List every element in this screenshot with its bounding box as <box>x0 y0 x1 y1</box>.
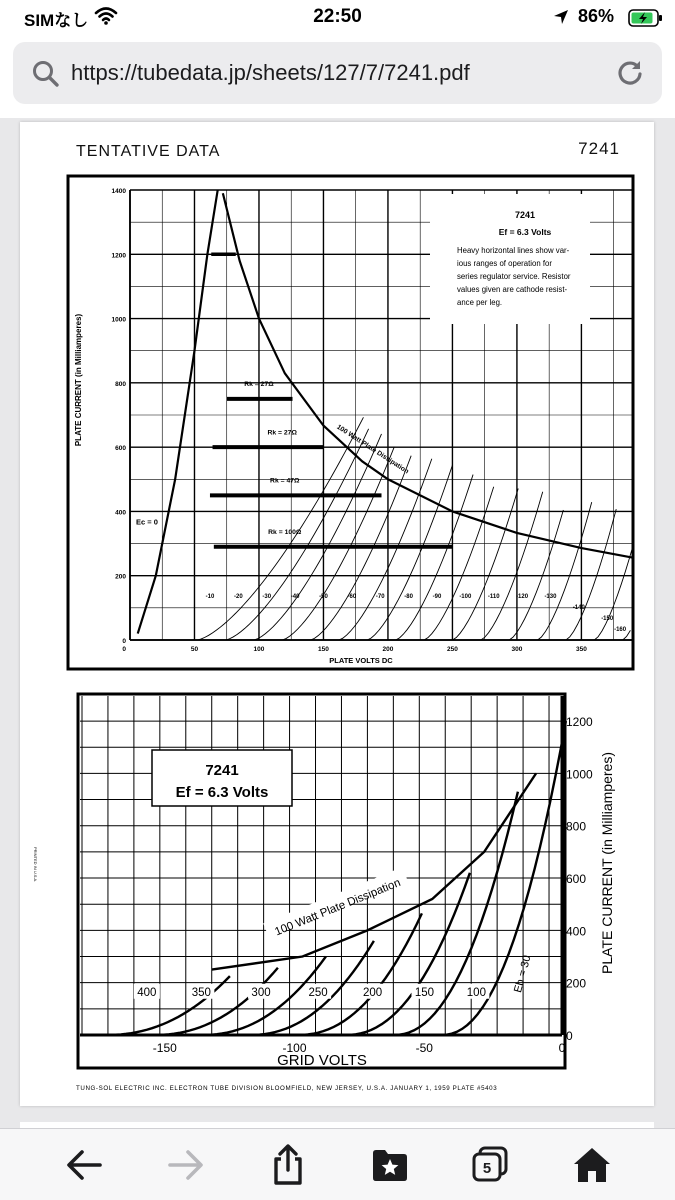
share-button[interactable] <box>266 1143 310 1187</box>
chart1-ylabel: PLATE CURRENT (in Milliamperes) <box>74 313 83 447</box>
chart1-curve-label: Ec = 0 <box>136 517 158 527</box>
battery-charging-icon <box>628 8 664 33</box>
chart1-y-tick: 1200 <box>111 252 126 260</box>
chart1-y-tick: 1400 <box>111 188 126 195</box>
chart2-y-tick: 600 <box>566 872 587 887</box>
chart1-curve-label: -80 <box>404 594 413 601</box>
chart1-note-4: values given are cathode resist- <box>457 285 568 294</box>
chart1-annotation: 100 Watt Plate Dissipation <box>335 423 410 476</box>
chart1-y-tick: 200 <box>115 573 126 581</box>
chart1-x-tick: 300 <box>511 646 523 653</box>
location-arrow-icon <box>552 8 570 31</box>
chart1-x-tick: 150 <box>318 646 329 653</box>
forward-button[interactable] <box>164 1143 208 1187</box>
chart2-y-tick: 200 <box>566 976 587 991</box>
chart2-curve-label: 250 <box>308 986 328 999</box>
chart1-curve-label: -20 <box>234 594 243 601</box>
carrier-label: SIMなし <box>24 11 89 30</box>
chart1-y-tick: 1000 <box>111 316 126 324</box>
chart2-filament: Ef = 6.3 Volts <box>175 784 269 801</box>
chart1-bias-curve <box>396 475 473 640</box>
plate-characteristics-chart <box>68 176 633 669</box>
chart2-curve-label: 200 <box>363 986 383 999</box>
chart1-y-tick: 400 <box>115 509 126 517</box>
footer: TUNG-SOL ELECTRIC INC. ELECTRON TUBE DIVISION BLOOMFIELD, NEW JERSEY, U.S.A. JANUARY 1, 1959 PLATE #5403 <box>76 1085 498 1092</box>
forward-arrow-icon <box>166 1147 206 1183</box>
chart1-xlabel: PLATE VOLTS DC <box>329 656 393 665</box>
chart1-curve-label: -120 <box>516 594 529 601</box>
chart2-tube: 7241 <box>205 762 239 779</box>
header-left: TENTATIVE DATA <box>76 143 221 160</box>
chart1-series-line <box>138 190 218 634</box>
chart2-curve-label: Eb = 30 <box>512 954 534 995</box>
chart2-x-tick: -50 <box>415 1041 433 1055</box>
tabs-button[interactable] <box>468 1143 512 1187</box>
header-right: 7241 <box>578 139 620 158</box>
chart1-curve-label: -70 <box>375 594 385 601</box>
chart1-note-2: ious ranges of operation for <box>457 259 552 268</box>
chart2-curve-label: 350 <box>191 986 211 999</box>
chart1-curve-label: -60 <box>347 594 357 601</box>
chart2-x-tick: 0 <box>558 1041 566 1055</box>
battery-percent: 86% <box>578 6 615 26</box>
chart1-filament: Ef = 6.3 Volts <box>498 227 552 237</box>
chart2-y-tick: 0 <box>566 1029 573 1043</box>
chart1-curve-label: -10 <box>205 594 215 601</box>
home-button[interactable] <box>570 1143 614 1187</box>
chart2-curve-label: 400 <box>137 986 157 999</box>
chart1-curve-label: -110 <box>487 594 500 601</box>
chart2-eb-curve <box>297 913 422 1035</box>
back-arrow-icon <box>64 1147 104 1183</box>
svg-text:5: 5 <box>482 1160 492 1177</box>
transfer-characteristics-chart <box>78 694 615 1069</box>
chart1-curve-label: -160 <box>614 627 627 634</box>
chart1-curve-label: -50 <box>319 594 328 601</box>
back-button[interactable] <box>62 1143 106 1187</box>
chart1-bias-curve <box>254 434 382 640</box>
bookmark-folder-icon <box>370 1146 410 1184</box>
chart2-x-tick: -100 <box>282 1041 307 1055</box>
chart1-x-tick: 0 <box>122 646 126 653</box>
reload-icon[interactable] <box>615 58 645 93</box>
pdf-page <box>20 122 654 1106</box>
chart2-y-tick: 800 <box>566 819 587 834</box>
chart1-rk-label: Rk = 47Ω <box>270 477 300 485</box>
chart1-rk-label: Rk = 100Ω <box>268 528 302 536</box>
chart2-ylabel: PLATE CURRENT (in Milliamperes) <box>599 752 615 974</box>
chart2-xlabel: GRID VOLTS <box>277 1052 367 1069</box>
chart1-curve-label: -40 <box>290 594 300 601</box>
chart1-rk-label: Rk = 27Ω <box>267 429 297 437</box>
chart1-curve-label: -140 <box>572 605 585 612</box>
chart1-note-3: series regulator service. Resistor <box>457 272 571 281</box>
chart1-y-tick: 0 <box>122 638 126 645</box>
side-note: PRINTED IN U.S.A. <box>33 847 38 883</box>
chart1-bias-curve <box>481 492 543 640</box>
chart1-y-tick: 800 <box>115 380 126 388</box>
status-bar <box>0 0 675 36</box>
pdf-viewer[interactable] <box>0 118 675 1128</box>
chart1-x-tick: 100 <box>253 646 265 653</box>
chart1-x-tick: 200 <box>382 646 394 653</box>
chart1-bias-curve <box>424 487 494 640</box>
home-icon <box>571 1145 613 1185</box>
chart2-y-tick: 1200 <box>566 715 593 730</box>
address-bar[interactable] <box>13 42 662 104</box>
bookmarks-button[interactable] <box>368 1143 412 1187</box>
chart1-x-tick: 250 <box>447 646 458 653</box>
chart1-curve-label: -100 <box>459 594 472 601</box>
datasheet-drawing <box>20 122 654 1106</box>
search-icon <box>31 59 61 94</box>
chart1-curve-label: -150 <box>601 616 614 623</box>
chart2-curve-label: 100 <box>466 986 486 999</box>
chart1-curve-label: -30 <box>262 594 272 601</box>
chart1-note-1: Heavy horizontal lines show var- <box>457 246 570 255</box>
chart2-curve-label: 300 <box>251 986 271 999</box>
chart1-bias-curve <box>538 502 592 640</box>
chart2-eb-curve <box>153 968 278 1035</box>
bottom-toolbar <box>0 1128 675 1200</box>
chart2-annotation: 100 Watt Plate Dissipation <box>273 876 403 939</box>
chart1-curve-label: -90 <box>432 594 442 601</box>
chart2-y-tick: 1000 <box>566 767 593 782</box>
chart1-rk-label: Rk = 27Ω <box>244 381 274 389</box>
tabs-icon <box>469 1144 511 1186</box>
share-icon <box>268 1143 308 1187</box>
chart2-curve-label: 150 <box>414 986 435 999</box>
chart1-y-tick: 600 <box>115 445 126 453</box>
chart1-x-tick: 50 <box>190 646 199 653</box>
chart1-x-tick: 350 <box>575 646 587 653</box>
chart2-y-tick: 400 <box>566 924 587 939</box>
url-text[interactable]: https://tubedata.jp/sheets/127/7/7241.pdf <box>71 60 470 85</box>
chart1-curve-label: -130 <box>544 594 557 601</box>
chart1-tube: 7241 <box>514 210 536 220</box>
chart1-note-5: ance per leg. <box>457 298 503 307</box>
chart2-x-tick: -150 <box>152 1041 177 1055</box>
clock: 22:50 <box>313 6 362 27</box>
